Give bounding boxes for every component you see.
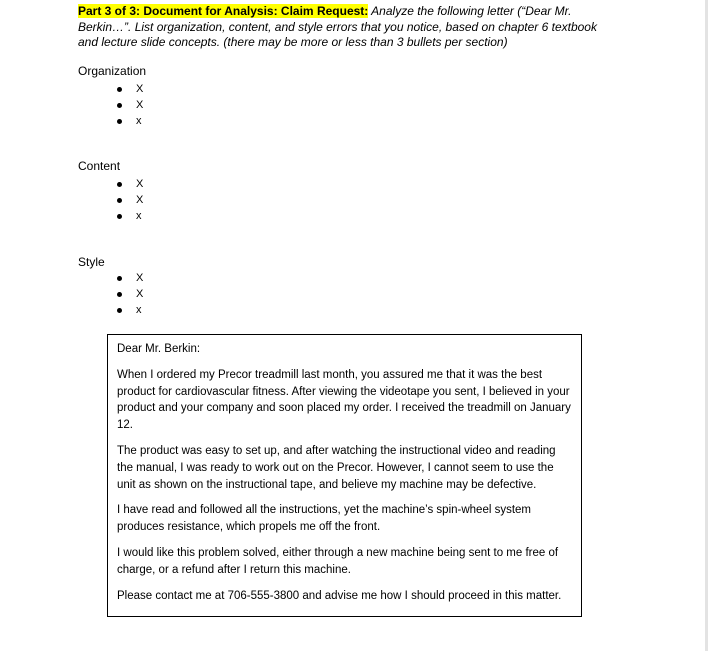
list-item: X: [117, 97, 143, 113]
instruction-line: List organization, content, and style errors that you notice, based on chapter 6 textbook and lecture slide concepts.: [78, 19, 597, 49]
bullet-icon: [117, 103, 122, 108]
list-item: X: [117, 81, 143, 97]
list-item: X: [117, 270, 143, 286]
bullet-icon: [117, 119, 122, 124]
letter-paragraph: Please contact me at 706-555-3800 and advise me how I should proceed in this matter.: [117, 589, 562, 602]
list-item: x: [117, 113, 143, 129]
list-item: X: [117, 286, 143, 302]
letter-paragraph: I have read and followed all the instructions, yet the machine’s spin-wheel system produces resistance, which propels me off the front.: [117, 504, 532, 534]
letter-salutation: Dear Mr. Berkin:: [117, 343, 201, 355]
section-content-title: Content: [78, 159, 121, 173]
list-item: x: [117, 302, 143, 318]
bullet-icon: [117, 292, 122, 297]
bullet-icon: [117, 198, 122, 203]
bullet-icon: [117, 308, 122, 313]
part-heading: Part 3 of 3: Document for Analysis: Claim Request:: [78, 4, 369, 18]
section-style-title: Style: [78, 255, 105, 269]
list-item: X: [117, 176, 143, 192]
list-item: x: [117, 208, 143, 224]
instruction-note: (there may be more or less than 3 bullets per section): [220, 35, 508, 49]
bullet-icon: [117, 87, 122, 92]
letter-paragraph: I would like this problem solved, either through a new machine being sent to me free of charge, or a refund after I return this machine.: [117, 546, 559, 576]
content-bullets: [117, 176, 143, 224]
list-item: X: [117, 192, 143, 208]
instruction-lead: Analyze the following letter (“Dear Mr. Berkin…”.: [78, 4, 572, 34]
instructions: [78, 4, 618, 51]
bullet-icon: [117, 214, 122, 219]
style-bullets: [117, 270, 143, 318]
letter-paragraph: When I ordered my Precor treadmill last month, you assured me that it was the best product for cardiovascular fitness. After viewing the videotape you sent, I believed in your product and your company and soon placed my order. I received the treadmill on January 12.: [117, 368, 571, 432]
letter-paragraph: The product was easy to set up, and after watching the instructional video and reading the manual, I was ready to work out on the Precor. However, I cannot seem to use the unit as shown on the instructional tape, and believe my machine may be defective.: [117, 444, 556, 491]
bullet-icon: [117, 182, 122, 187]
organization-bullets: [117, 81, 143, 129]
section-organization-title: Organization: [78, 64, 147, 78]
letter-box: [107, 334, 582, 617]
bullet-icon: [117, 276, 122, 281]
